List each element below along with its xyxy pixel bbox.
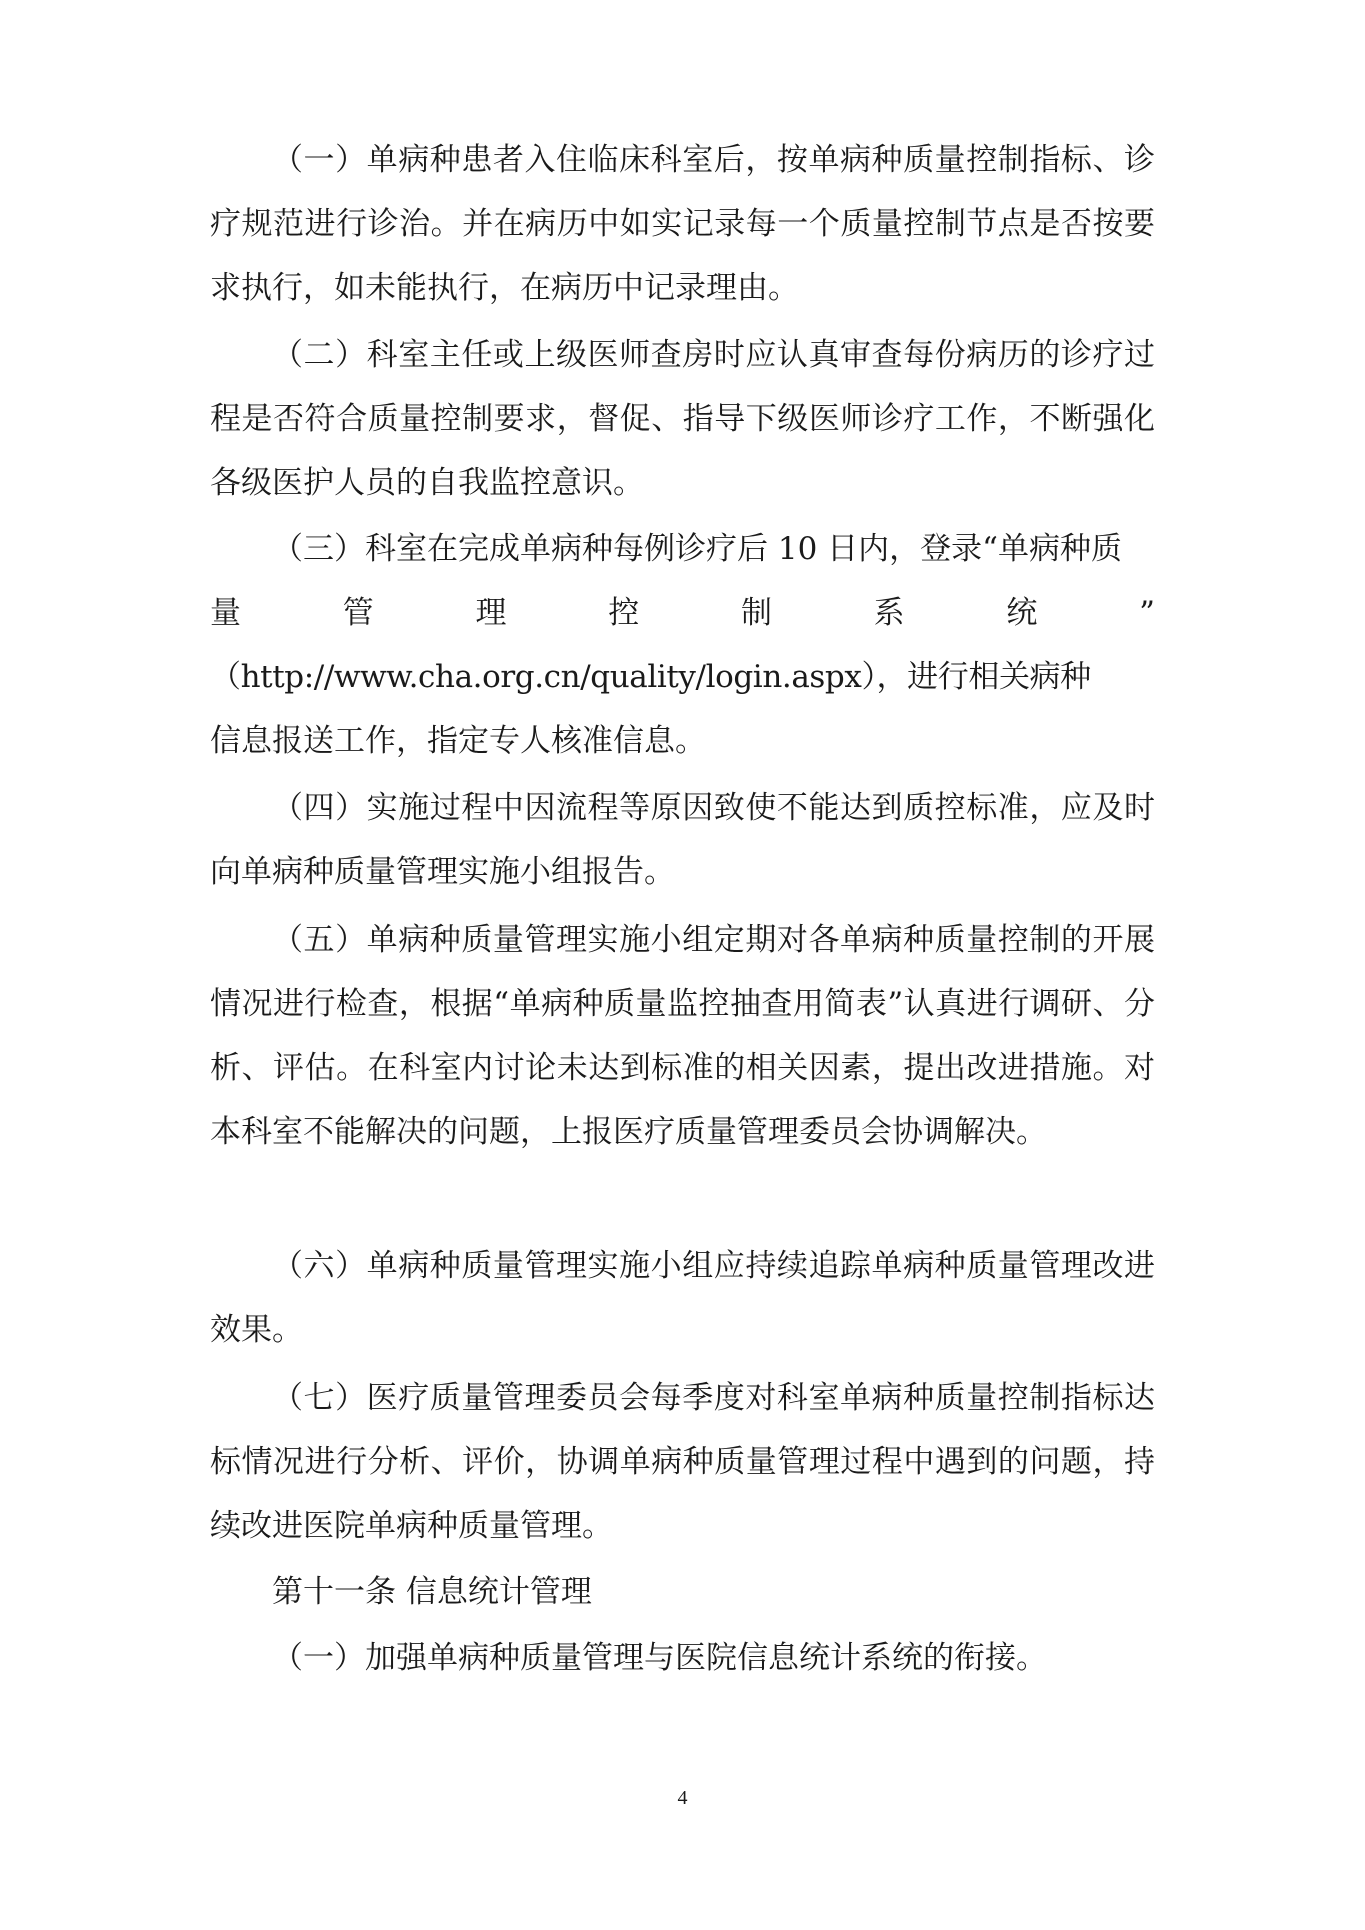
paragraph-2: （二）科室主任或上级医师查房时应认真审查每份病历的诊疗过程是否符合质量控制要求，督促、指导下级医师诊疗工作，不断强化各级医护人员的自我监控意识。 [210, 337, 1155, 501]
spread-char: 量 [210, 595, 241, 631]
paragraph-7: （七）医疗质量管理委员会每季度对科室单病种质量控制指标达标情况进行分析、评价，协调单病种质量管理过程中遇到的问题，持续改进医院单病种质量管理。 [210, 1380, 1155, 1544]
paragraph-5: （五）单病种质量管理实施小组定期对各单病种质量控制的开展情况进行检查，根据“单病种质量监控抽查用简表”认真进行调研、分析、评估。在科室内讨论未达到标准的相关因素，提出改进措施。对本科室不能解决的问题，上报医疗质量管理委员会协调解决。 [210, 922, 1155, 1150]
spread-char: 理 [475, 595, 507, 631]
spread-char: 控 [608, 595, 640, 631]
spread-char: 系 [873, 595, 905, 631]
paragraph-3-line-2 [210, 581, 1155, 645]
spread-char: 制 [740, 595, 772, 631]
paragraph-1: （一）单病种患者入住临床科室后，按单病种质量控制指标、诊疗规范进行诊治。并在病历中如实记录每一个质量控制节点是否按要求执行，如未能执行，在病历中记录理由。 [210, 142, 1155, 306]
paragraph-3 [210, 517, 1155, 773]
paragraph-4: （四）实施过程中因流程等原因致使不能达到质控标准，应及时向单病种质量管理实施小组报告。 [210, 790, 1155, 890]
paragraph-6: （六）单病种质量管理实施小组应持续追踪单病种质量管理改进效果。 [210, 1248, 1155, 1348]
paragraph-3-line-4: 信息报送工作，指定专人核准信息。 [210, 723, 706, 759]
page-number: 4 [677, 1787, 688, 1809]
spread-char: 管 [342, 595, 374, 631]
spread-char: 统 [1006, 595, 1038, 631]
article-heading: 第十一条 信息统计管理 [272, 1574, 592, 1610]
spread-char: ” [1139, 595, 1155, 631]
paragraph-3-line-1: （三）科室在完成单病种每例诊疗后 10 日内，登录“单病种质 [272, 531, 1122, 567]
paragraph-9: （一）加强单病种质量管理与医院信息统计系统的衔接。 [272, 1640, 1047, 1676]
paragraph-3-line-3: （http://www.cha.org.cn/quality/login.aspx），进行相关病种 [210, 659, 1091, 695]
